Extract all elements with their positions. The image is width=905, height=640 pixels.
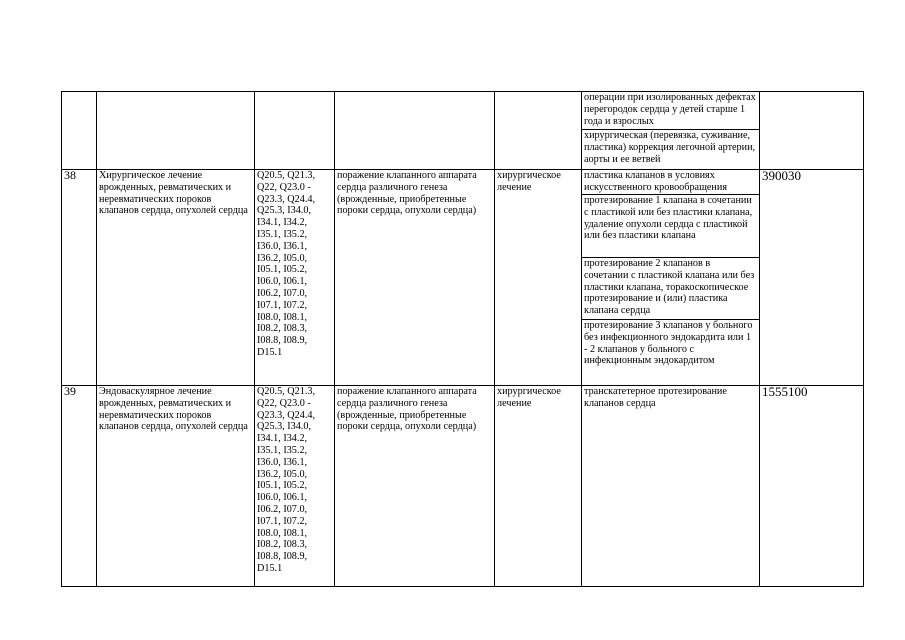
price: 390030 — [760, 170, 864, 386]
care-type-name: Эндоваскулярное лечение врожденных, ревматических и неревматических пороков клапанов сердца, опухолей сердца — [97, 386, 255, 587]
patient-model — [335, 92, 495, 170]
medical-care-table — [61, 91, 864, 587]
treatment-type: хирургическое лечение — [495, 170, 582, 386]
patient-model: поражение клапанного аппарата сердца различного генеза (врожденные, приобретенные пороки сердца, опухоли сердца) — [335, 170, 495, 386]
table-row — [62, 92, 864, 170]
patient-model: поражение клапанного аппарата сердца различного генеза (врожденные, приобретенные пороки сердца, опухоли сердца) — [335, 386, 495, 587]
row-number: 38 — [62, 170, 97, 386]
care-type-name — [97, 92, 255, 170]
icd-codes — [255, 92, 335, 170]
treatment-methods — [582, 92, 760, 170]
care-type-name: Хирургическое лечение врожденных, ревматических и неревматических пороков клапанов сердца, опухолей сердца — [97, 170, 255, 386]
method-item: пластика клапанов в условиях искусственного кровообращения — [582, 170, 759, 195]
row-number: 39 — [62, 386, 97, 587]
method-item: операции при изолированных дефектах перегородок сердца у детей старше 1 года и взрослых — [582, 92, 759, 130]
table-row — [62, 386, 864, 587]
icd-codes: Q20.5, Q21.3, Q22, Q23.0 - Q23.3, Q24.4, Q25.3, I34.0, I34.1, I34.2, I35.1, I35.2, I36.0, I36.1, I36.2, I05.0, I05.1, I05.2, I06.0, I06.1, I06.2, I07.0, I07.1, I07.2, I08.0, I08.1, I08.2, I08.3, I08.8, I08.9, D15.1 — [255, 386, 335, 587]
price — [760, 92, 864, 170]
row-number — [62, 92, 97, 170]
treatment-type — [495, 92, 582, 170]
table-row — [62, 170, 864, 386]
method-item: протезирование 3 клапанов у больного без инфекционного эндокардита или 1 - 2 клапанов у больного с инфекционным эндокардитом — [584, 320, 753, 367]
treatment-methods — [582, 170, 760, 386]
treatment-type: хирургическое лечение — [495, 386, 582, 587]
method-item: протезирование 2 клапанов в сочетании с пластикой клапана или без пластики клапана, торакоскопическое протезирование и (или) пластика клапана сердца — [582, 258, 759, 320]
icd-codes: Q20.5, Q21.3, Q22, Q23.0 - Q23.3, Q24.4, Q25.3, I34.0, I34.1, I34.2, I35.1, I35.2, I36.0, I36.1, I36.2, I05.0, I05.1, I05.2, I06.0, I06.1, I06.2, I07.0, I07.1, I07.2, I08.0, I08.1, I08.2, I08.3, I08.8, I08.9, D15.1 — [255, 170, 335, 386]
treatment-method-single: транскатетерное протезирование клапанов сердца — [582, 386, 760, 587]
method-item: протезирование 1 клапана в сочетании с пластикой или без пластики клапана, удаление опухоли сердца с пластикой или без пластики клапана — [582, 195, 759, 258]
price: 1555100 — [760, 386, 864, 587]
method-item: хирургическая (перевязка, суживание, пластика) коррекция легочной артерии, аорты и ее ветвей — [584, 130, 756, 165]
